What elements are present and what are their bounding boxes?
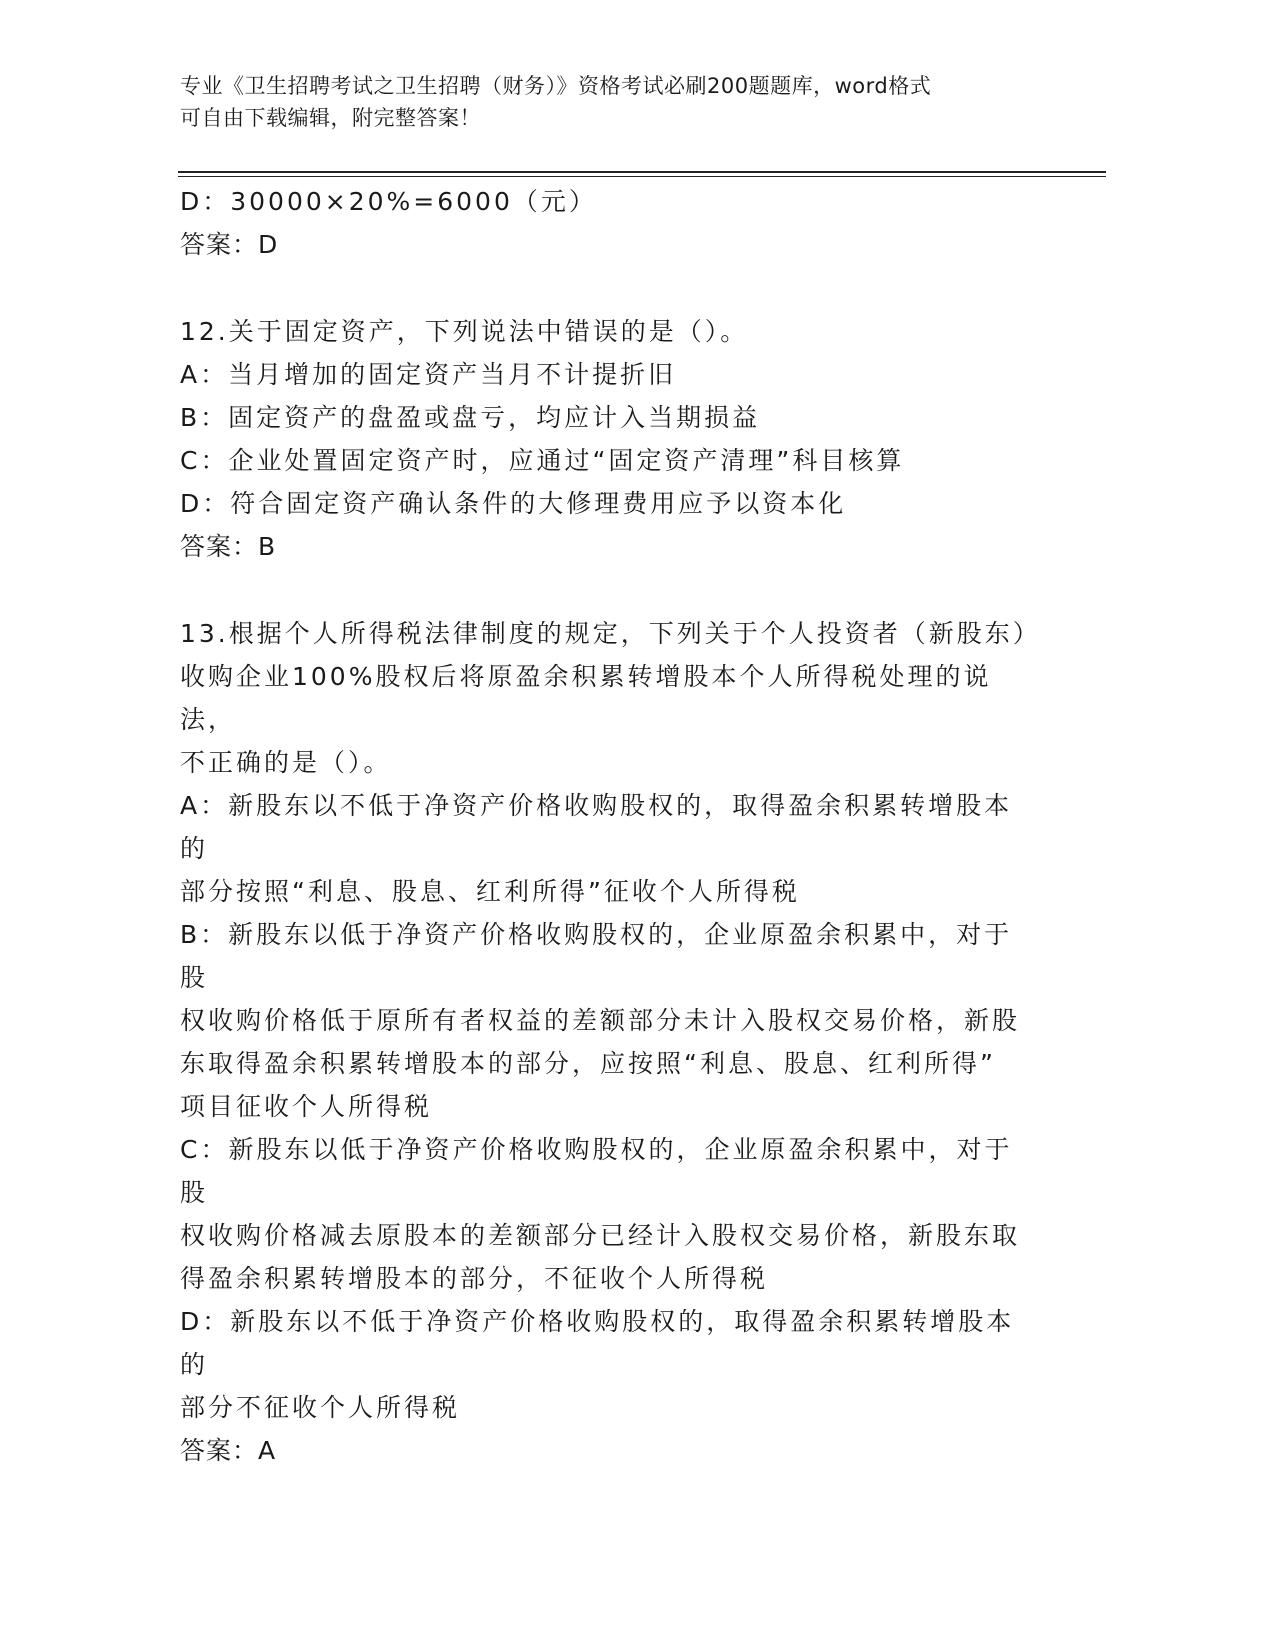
option-c-line-2: 权收购价格减去原股本的差额部分已经计入股权交易价格，新股东取 [180,1221,1021,1250]
answer-line: 答案：D [180,230,279,259]
option-a-line-2: 部分按照“利息、股息、红利所得”征收个人所得税 [180,877,800,906]
answer-line: 答案：A [180,1436,277,1465]
option-a: A：当月增加的固定资产当月不计提折旧 [180,360,677,389]
option-b-line-2: 权收购价格低于原所有者权益的差额部分未计入股权交易价格，新股 [180,1006,1021,1035]
question-stem-line-1: 13.根据个人所得税法律制度的规定，下列关于个人投资者（新股东） [180,619,1041,648]
option-d-line-1: D：新股东以不低于净资产价格收购股权的，取得盈余积累转增股本的 [180,1307,1015,1379]
document-body [180,180,1040,1472]
question-12 [180,310,1040,568]
question-13 [180,612,1040,1472]
option-b-line-4: 项目征收个人所得税 [180,1092,433,1121]
header-divider-thick [178,171,1106,173]
option-d: D：30000×20%=6000（元） [180,187,597,216]
option-b-line-3: 东取得盈余积累转增股本的部分，应按照“利息、股息、红利所得” [180,1049,996,1078]
option-d-line-2: 部分不征收个人所得税 [180,1393,461,1422]
option-c-line-3: 得盈余积累转增股本的部分，不征收个人所得税 [180,1264,769,1293]
answer-line: 答案：B [180,532,277,561]
option-b: B：固定资产的盘盈或盘亏，均应计入当期损益 [180,403,761,432]
question-stem-line-2: 收购企业100%股权后将原盈余积累转增股本个人所得税处理的说法， [180,662,992,734]
question-stem: 12.关于固定资产，下列说法中错误的是（）。 [180,317,749,346]
option-a-line-1: A：新股东以不低于净资产价格收购股权的，取得盈余积累转增股本的 [180,791,1013,863]
option-b-line-1: B：新股东以低于净资产价格收购股权的，企业原盈余积累中，对于股 [180,920,1013,992]
header-line-1: 专业《卫生招聘考试之卫生招聘（财务）》资格考试必刷200题题库，word格式 [180,74,932,98]
question-11-tail [180,180,1040,266]
header-divider-thin [178,176,1106,177]
document-header [180,70,1060,134]
option-c: C：企业处置固定资产时，应通过“固定资产清理”科目核算 [180,446,905,475]
option-c-line-1: C：新股东以低于净资产价格收购股权的，企业原盈余积累中，对于股 [180,1135,1013,1207]
question-stem-line-3: 不正确的是（）。 [180,748,392,777]
option-d: D：符合固定资产确认条件的大修理费用应予以资本化 [180,489,847,518]
header-line-2: 可自由下载编辑，附完整答案！ [180,106,481,130]
